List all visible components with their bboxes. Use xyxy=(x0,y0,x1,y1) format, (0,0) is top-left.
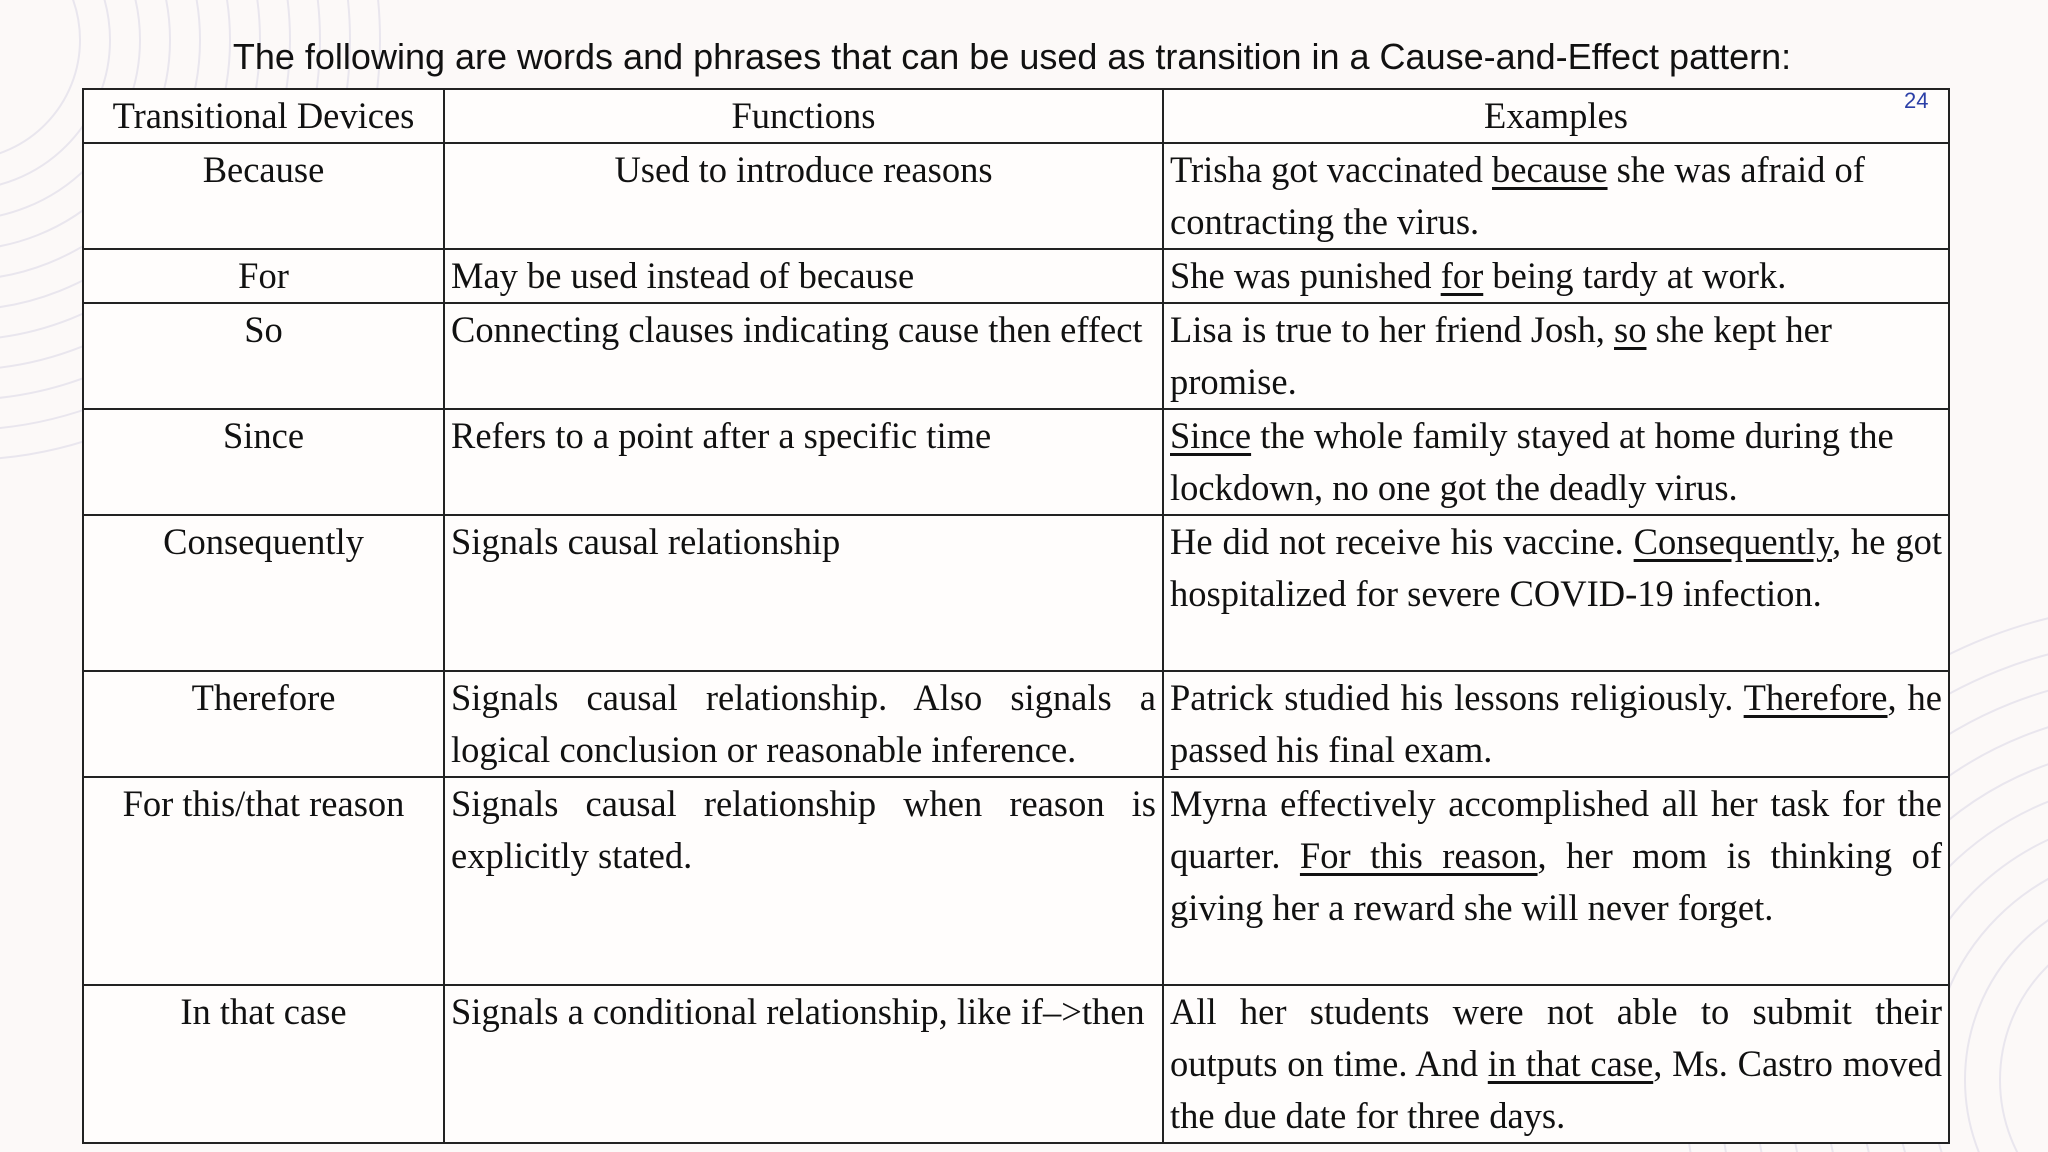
example-keyword: Therefore xyxy=(1743,677,1888,718)
example-text: All her students were not able to submit their outputs on time. And xyxy=(1170,991,1942,1084)
example-cell xyxy=(1163,777,1949,985)
header-functions: Functions xyxy=(444,89,1163,143)
device-cell: Since xyxy=(83,409,444,515)
table-row xyxy=(83,777,1949,985)
table-row xyxy=(83,409,1949,515)
example-text: , he got hospitalized for severe COVID-19 infection. xyxy=(1170,521,1942,614)
example-cell xyxy=(1163,143,1949,249)
example-cell xyxy=(1163,671,1949,777)
example-keyword: For this reason xyxy=(1299,835,1538,876)
example-keyword: in that case xyxy=(1487,1043,1654,1084)
example-cell xyxy=(1163,249,1949,303)
table-row xyxy=(83,985,1949,1143)
header-examples: Examples xyxy=(1163,89,1949,143)
example-text: , Ms. Castro moved the due date for three days. xyxy=(1170,1043,1942,1136)
example-text: she kept her promise. xyxy=(1170,309,1832,402)
transitions-table xyxy=(82,88,1950,1144)
table-row xyxy=(83,671,1949,777)
example-cell xyxy=(1163,409,1949,515)
example-keyword: Since xyxy=(1170,415,1252,456)
table-row xyxy=(83,515,1949,671)
example-text: Lisa is true to her friend Josh, xyxy=(1170,309,1614,350)
device-cell: Consequently xyxy=(83,515,444,671)
function-cell: Connecting clauses indicating cause then effect xyxy=(444,303,1163,409)
device-cell: Therefore xyxy=(83,671,444,777)
example-text: He did not receive his vaccine. xyxy=(1170,521,1634,562)
header-transitional-devices: Transitional Devices xyxy=(83,89,444,143)
example-keyword: so xyxy=(1614,309,1647,350)
example-text: she was afraid of contracting the virus. xyxy=(1170,149,1865,242)
function-cell: Used to introduce reasons xyxy=(444,143,1163,249)
device-cell: In that case xyxy=(83,985,444,1143)
example-text: the whole family stayed at home during the lockdown, no one got the deadly virus. xyxy=(1170,415,1894,508)
example-text: , he passed his final exam. xyxy=(1170,677,1942,770)
page-number: 24 xyxy=(1904,88,1929,113)
example-keyword: because xyxy=(1492,149,1608,190)
function-cell: Signals a conditional relationship, like if–>then xyxy=(444,985,1163,1143)
example-text: being tardy at work. xyxy=(1483,255,1787,296)
table-row xyxy=(83,249,1949,303)
example-keyword: for xyxy=(1440,255,1484,296)
slide-title xyxy=(0,36,2048,78)
device-cell: So xyxy=(83,303,444,409)
example-cell xyxy=(1163,515,1949,671)
example-text: Patrick studied his lessons religiously. xyxy=(1170,677,1744,718)
function-cell: May be used instead of because xyxy=(444,249,1163,303)
table-row xyxy=(83,143,1949,249)
example-cell xyxy=(1163,985,1949,1143)
example-text: Trisha got vaccinated xyxy=(1170,149,1493,190)
function-cell: Signals causal relationship. Also signals a logical conclusion or reasonable inference. xyxy=(444,671,1163,777)
example-keyword: Consequently xyxy=(1633,521,1833,562)
table-row xyxy=(83,303,1949,409)
device-cell: For this/that reason xyxy=(83,777,444,985)
slide-title-text: The following are words and phrases that can be used as transition in a Cause-and-Effect pattern: xyxy=(232,36,1792,77)
example-text: , her mom is thinking of giving her a reward she will never forget. xyxy=(1170,835,1943,928)
function-cell: Signals causal relationship when reason is explicitly stated. xyxy=(444,777,1163,985)
table-header-row xyxy=(83,89,1949,143)
function-cell: Refers to a point after a specific time xyxy=(444,409,1163,515)
device-cell: Because xyxy=(83,143,444,249)
example-text: Myrna effectively accomplished all her task for the quarter. xyxy=(1170,783,1942,876)
example-text: She was punished xyxy=(1170,255,1441,296)
device-cell: For xyxy=(83,249,444,303)
example-cell xyxy=(1163,303,1949,409)
function-cell: Signals causal relationship xyxy=(444,515,1163,671)
